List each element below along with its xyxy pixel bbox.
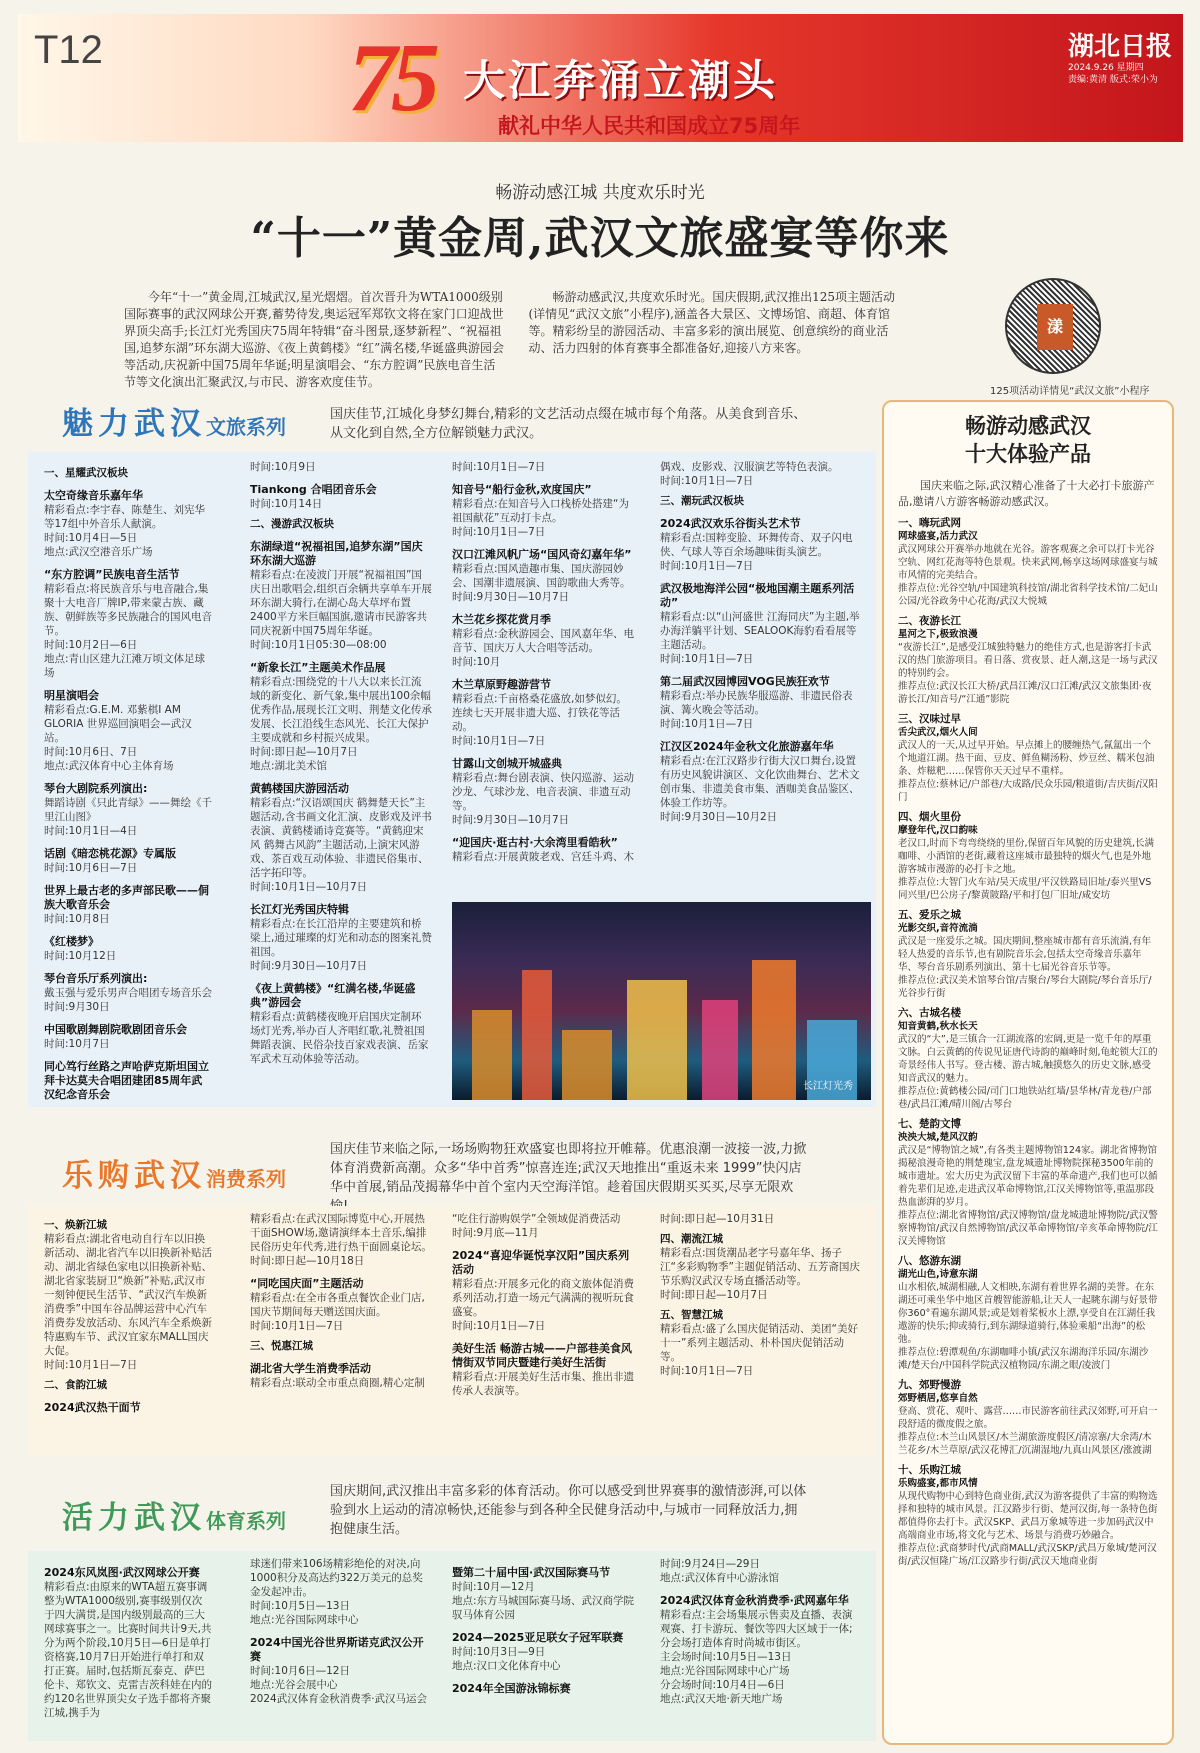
recommended-spots: 推荐点位:武汉长江大桥/武昌江滩/汉口江滩/武汉文旅集团·夜游长江/知音号/“江通”影院 [898,681,1152,705]
event-detail: 精彩看点:在江汉路步行街大汉口舞台,设置有历史风貌讲演区、文化饮曲舞台、艺术文创市集、非遗美食市集、酒咖美食品鉴区、体验工作坊等。 [660,755,860,809]
event-detail: 球迷们带来106场精彩绝伦的对决,向1000积分及高达约322万美元的总奖金发起冲击。 [250,1558,423,1598]
event-title: 东湖绿道“祝福祖国,追梦东湖”国庆环东湖大巡游 [250,540,423,567]
event-detail: 主会场时间:10月5日—13日 [660,1651,792,1663]
event-detail: 地点:光谷国际网球中心 [250,1614,359,1626]
item-subtitle: 泱泱大城,楚风汉韵 [898,1132,978,1143]
event-title: “迎国庆·逛古村·大余湾里看皓秋” [452,836,618,849]
item-subtitle: 湖光山色,诗意东湖 [898,1269,978,1280]
event-detail: 精彩看点:黄鹤楼夜晚开启国庆定制环场灯光秀,举办百人齐唱红歌,礼赞祖国舞蹈表演、民俗杂技百家戏表演、岳家军武术互动体验等活动。 [250,1011,429,1065]
lead-paragraphs [124,289,909,391]
event-detail: 精彩看点:在凌波门开展“祝福祖国”国庆日出歌唱会,组织百余辆共享单车开展环东湖大骑行,在湖心岛大草坪布置2400平方米巨幅国旗,邀请市民游客共同庆祝新中国75周年华诞。 [250,569,432,637]
event-detail: 时间:即日起—10月18日 [250,1255,365,1267]
item-subtitle: 郊野栖居,悠享自然 [898,1393,978,1404]
lead-paragraph: 畅游动感武汉,共度欢乐时光。国庆假期,武汉推出125项主题活动(详情见“武汉文旅”小程序),涵盖各大景区、文博场馆、商超、体育馆等。精彩纷呈的游园活动、丰富多彩的演出展览、创意缤纷的商业活动、活力四射的体育赛事全都准备好,迎接八方来客。 [528,290,896,355]
date: 2024.9.26 星期四 [1068,63,1144,73]
block-heading: 七、楚韵文博 [898,1118,961,1130]
event-detail: 武汉是“博物馆之城”,有各类主题博物馆124家。湖北省博物馆揭秘浪漫奇艳的荆楚瑰宝,盘龙城遗址博物院探秘3500年前的城市遗址。宏大历史为武汉留下丰富的革命遗产,我们也可以循着先辈们足迹,走进武汉革命博物馆,江汉关博物馆等,重温那段热血澎湃的岁月。 [898,1145,1158,1208]
block-heading: 一、焕新江城 [44,1219,107,1231]
event-detail: 时间:10月3日—9日 [452,1646,546,1658]
event-detail: 时间:10月6日、7日 [44,746,138,758]
event-detail: 精彩看点:在长江沿岸的主要建筑和桥梁上,通过璀璨的灯光和动态的图案礼赞祖国。 [250,918,432,958]
event-detail: 戴玉强与爱乐男声合唱团专场音乐会 [44,987,212,999]
section-subtitle: 消费系列 [206,1167,286,1191]
event-detail: 时间:10月14日 [250,498,323,510]
event-title: 2024—2025亚足联女子冠军联赛 [452,1631,624,1644]
block-heading: 三、悦惠江城 [250,1340,313,1352]
event-title: “东方腔调”民族电音生活节 [44,568,180,581]
sidebar-title-line: 十大体验产品 [965,441,1091,466]
recommended-spots: 推荐点位:光谷空轨/中国建筑科技馆/湖北省科学技术馆/二妃山公园/光谷政务中心花海/武汉大悦城 [898,583,1158,607]
column [44,460,212,1102]
recommended-spots: 推荐点位:湖北省博物馆/武汉博物馆/盘龙城遗址博物院/武汉警察博物馆/武汉自然博物馆/武汉革命博物馆/辛亥革命博物院/江汉关博物馆 [898,1210,1158,1247]
event-detail: 老汉口,时而下弯弯绕绕的里份,保留百年风貌的历史建筑,长满咖啡、小酒馆的老街,藏着这座城市最独特的烟火气,也是外地游客城市漫游的必打卡之地。 [898,838,1155,875]
event-title: 2024武汉体育金秋消费季·武网嘉年华 [660,1594,849,1607]
event-detail: 时间:即日起—10月7日 [250,746,358,758]
lead-paragraph: 今年“十一”黄金周,江城武汉,星光熠熠。首次晋升为WTA1000级别国际赛事的武汉网球公开赛,蓄势待发,奥运冠军郑钦文将在家门口迎战世界顶尖高手;长江灯光秀国庆75周年特辑“奋斗图景,逐梦新程”、“祝福祖国,追梦东湖”环东湖大巡游、《夜上黄鹤楼》“红”满名楼,华诞盛典游园会等活动,庆祝新中国75周年华诞;明星演唱会、“东方腔调”民族电音生活节等文化演出汇聚武汉,与市民、游客欢度佳节。 [124,290,505,389]
event-title: 琴台大剧院系列演出: [44,782,148,795]
event-detail: 时间:10月6日—12日 [250,1665,350,1677]
event-detail: 时间:10月—12月 [452,1581,535,1593]
event-detail: 时间:10月1日—7日 [660,653,754,665]
section-subtitle: 体育系列 [206,1509,286,1533]
event-detail: 武汉是一座爱乐之城。国庆期间,整座城市都有音乐流淌,有年轻人热爱的音乐节,也有剧院音乐会,包括太空奇缘音乐嘉年华、琴台音乐剧系列演出、第十七届光谷音乐节等。 [898,936,1152,973]
event-title: 2024“喜迎华诞悦享汉阳”国庆系列活动 [452,1249,630,1276]
event-title: 甘露山文创城开城盛典 [452,757,562,770]
event-title: 明星演唱会 [44,689,99,702]
event-title: Tiankong 合唱团音乐会 [250,483,377,496]
light-show-photo [452,902,871,1100]
event-title: 中国歌剧舞剧院歌剧团音乐会 [44,1023,187,1036]
block-heading: 六、古城名楼 [898,1007,961,1019]
item-subtitle: 星河之下,极致浪漫 [898,629,978,640]
sidebar-title [884,412,1172,468]
sidebar-title-line: 畅游动感武汉 [965,413,1091,438]
event-detail: 时间:10月1日—7日 [660,718,754,730]
event-detail: 精彩看点:李宇春、陈楚生、刘宪华等17组中外音乐人献演。 [44,504,206,530]
item-subtitle: 舌尖武汉,烟火人间 [898,727,978,738]
event-detail: 地点:东方马城国际赛马场、武汉商学院驭马体育公园 [452,1595,635,1621]
event-detail: 精彩看点:将民族音乐与电音融合,集聚十大电音厂牌IP,带来蒙古族、藏族、朝鲜族等多民族融合的国风电音节。 [44,583,212,637]
event-detail: 精彩看点:G.E.M. 邓紫棋I AM GLORIA 世界巡回演唱会—武汉站。 [44,704,192,744]
event-detail: 精彩看点:国粹变脸、环舞传奇、双子闪电侠、气球人等百余场趣味街头演艺。 [660,532,853,558]
event-detail: 精彩看点:在武汉国际博览中心,开展热干面SHOW场,邀请演绎本土音乐,编排民俗历史年代秀,进行热干面圆桌论坛。 [250,1213,432,1253]
event-detail: 时间:10月1日—4日 [44,825,138,837]
event-detail: 时间:9月30日 [44,1001,110,1013]
event-detail: 地点:武汉体育中心主体育场 [44,760,174,772]
event-detail: 时间:10月1日—7日 [44,1359,138,1371]
newspaper-name: 湖北日报 [1068,32,1173,62]
event-detail: 武汉的“大”,是三镇合一江湖流落的宏阔,更是一览千年的厚重文脉。白云黄鹤的传说见证唐代诗韵的巅峰时刻,龟蛇锁大江的奇景经伟人书写。登古楼、游古城,触摸悠久的历史文脉,感受知音武汉的魅力。 [898,1034,1158,1084]
photo-building [522,970,552,1100]
event-detail: 时间:10月12日 [44,950,117,962]
photo-building [472,1010,512,1100]
event-detail: 精彩看点:“汉语颂国庆 鹤舞楚天长”主题活动,含书画文化汇演、皮影戏及评书表演、黄鹤楼诵诗竞赛等。“黄鹤迎宋风 鹤舞古风韵”主题活动,上演宋风游戏、茶百戏互动体验、非遗民俗集市、活字拓印等。 [250,797,432,879]
qr-code[interactable] [1005,278,1101,374]
headline-kicker: 畅游动感江城 共度欢乐时光 [495,183,705,203]
event-detail: 时间:9月30日—10月7日 [452,591,570,603]
event-title: 武汉极地海洋公园“极地国潮主题系列活动” [660,582,855,609]
section-title-text: 魅力武汉 [62,406,206,442]
event-detail: “吃住行游购娱学”全领域促消费活动 [452,1213,621,1225]
qr-caption: 125项活动详情见“武汉文旅”小程序 [990,386,1150,397]
item-subtitle: 网球盛宴,活力武汉 [898,531,978,542]
event-detail: 精彩看点:由原来的WTA超五赛事调整为WTA1000级别,赛事级别仅次于四大满贯,是国内级别最高的三大网球赛事之一。比赛时间共计9天,共分为两个阶段,10月5日—6日是单打资格赛,10月7日开始进行单打和双打正赛。届时,包括斯瓦泰克、萨巴伦卡、郑钦文、克雷吉茨科娃在内的约120名世界顶尖女子选手都将齐聚江城,携手为 [44,1581,212,1719]
event-title: “新象长江”主题美术作品展 [250,661,386,674]
event-detail: 时间:10月1日—10月7日 [250,881,368,893]
event-title: 太空奇缘音乐嘉年华 [44,489,143,502]
section-title-shopping [62,1150,286,1195]
event-detail: 精彩看点:联动全市重点商圈,精心定制 [250,1377,425,1389]
event-detail: 时间:10月1日05:30—08:00 [250,639,387,651]
event-detail: 时间:10月5日—13日 [250,1600,350,1612]
block-heading: 二、食韵江城 [44,1379,107,1391]
event-detail: 精彩看点:举办民族华服巡游、非遗民俗表演、篝火晚会等活动。 [660,690,853,716]
event-title: 湖北省大学生消费季活动 [250,1362,371,1375]
event-detail: 时间:10月4日—5日 [44,532,138,544]
column [250,460,432,1066]
block-heading: 九、郊野慢游 [898,1379,961,1391]
event-detail: 偶戏、皮影戏、汉服演艺等特色表演。 [660,461,839,473]
event-detail: 舞蹈诗剧《只此青绿》——舞绘《千里江山图》 [44,797,212,823]
event-detail: 地点:光谷会展中心 [250,1679,338,1691]
event-detail: 精彩看点:千亩格桑花盛放,如梦似幻。连续七天开展非遗大巡、打铁花等活动。 [452,693,627,733]
anniversary-75-logo: 75 [348,24,434,132]
event-detail: 精彩看点:以“山河盛世 江海同庆”为主题,举办海洋躺平计划、SEALOOK海豹看看展等主题活动。 [660,611,860,651]
event-title: 知音号“船行金秋,欢度国庆” [452,483,592,496]
block-heading: 四、潮流江城 [660,1233,723,1245]
column [250,1557,432,1706]
column [44,1212,212,1415]
block-heading: 五、智慧江城 [660,1309,723,1321]
event-title: 话剧《暗恋桃花源》专属版 [44,847,176,860]
event-detail: 精彩看点:国货潮品老字号嘉年华、扬子江“多彩购物季”主题促销活动、五芳斋国庆节乐购汉武汉专场直播活动等。 [660,1247,860,1287]
event-title: “同吃国庆面”主题活动 [250,1277,364,1290]
event-detail: 时间:10月2日—6日 [44,639,138,651]
event-title: 2024东风岚图·武汉网球公开赛 [44,1566,200,1579]
event-detail: 精彩看点:主会场集展示售卖及直播、表演观赛、打卡游玩、餐饮等四大区域于一体;分会场打造体育时尚城市街区。 [660,1609,853,1649]
event-title: 琴台音乐厅系列演出: [44,972,148,985]
event-detail: 精彩看点:开展黄陂老戏、宫廷斗鸡、木 [452,851,635,863]
event-detail: 时间:10月1日—7日 [660,560,754,572]
event-title: 《红楼梦》 [44,935,99,948]
column [660,1212,860,1378]
block-heading: 一、嗨玩武网 [898,517,961,529]
event-detail: 时间:10月1日—7日 [660,475,754,487]
column [250,1212,432,1390]
item-subtitle: 光影交织,音符流淌 [898,923,978,934]
recommended-spots: 推荐点位:大智门火车站/吴天成里/平汉铁路局旧址/泰兴里VS同兴里/巴公房子/黎黄陂路/平和打包厂旧址/咸安坊 [898,877,1152,901]
event-title: 长江灯光秀国庆特辑 [250,903,349,916]
event-detail: 精彩看点:湖北省电动自行车以旧换新活动、湖北省汽车以旧换新补贴活动、湖北省绿色家电以旧换新补贴、湖北省家装厨卫“焕新”补贴,武汉市一刻钟便民生活节、“武汉汽车焕新消费季”中国车谷品牌运营中心汽车消费券发放活动、东风汽车全系焕新特惠购车节、武汉宜家东MALL国庆大促。 [44,1233,212,1357]
item-subtitle: 乐购盛宴,都市风情 [898,1478,978,1489]
event-detail: 精彩看点:围绕党的十八大以来长江流域的新变化、新气象,集中展出100余幅优秀作品,展现长江文明、荆楚文化传承发展、长江沿线生态风光、长江大保护主要成就和乡村振兴成果。 [250,676,432,744]
event-title: 第二届武汉园博园VOG民族狂欢节 [660,675,830,688]
event-detail: 地点:武汉空港音乐广场 [44,546,153,558]
block-heading: 四、烟火里份 [898,811,961,823]
event-detail: 精彩看点:在全市各重点餐饮企业门店,国庆节期间每天赠送国庆面。 [250,1292,425,1318]
event-detail: 时间:10月1日—7日 [660,1365,754,1377]
event-detail: 时间:9月30日—10月2日 [660,811,778,823]
event-title: 江汉区2024年金秋文化旅游嘉年华 [660,740,834,753]
event-detail: 时间:9月底—11月 [452,1227,539,1239]
event-detail: 时间:10月7日 [44,1038,110,1050]
event-detail: 时间:10月 [452,656,501,668]
event-detail: 时间:9月30日—10月7日 [452,814,570,826]
column [660,460,860,824]
block-heading: 八、悠游东湖 [898,1255,961,1267]
column [452,1212,637,1398]
event-detail: 时间:10月9日 [250,461,316,473]
event-detail: 时间:10月1日—7日 [452,526,546,538]
photo-building [752,960,796,1100]
event-detail: 武汉人的一天,从过早开始。早点摊上的腰缠热气,氤氲出一个个地道江湖。热干面、豆皮、鲜鱼糊汤粉、炒豆丝、糯米包油条、炸糍粑……保管你天天过早不重样。 [898,740,1155,777]
block-heading: 三、汉味过早 [898,713,961,725]
event-title: 黄鹤楼国庆游园活动 [250,782,349,795]
block-heading: 二、夜游长江 [898,615,961,627]
recommended-spots: 推荐点位:武汉美术馆琴台馆/吉聚台/琴台大剧院/琴台音乐厅/光谷步行街 [898,975,1152,999]
block-heading: 三、潮玩武汉板块 [660,495,744,507]
event-title: 世界上最古老的多声部民歌——侗族大歌音乐会 [44,884,209,911]
event-detail: 精彩看点:舞台剧表演、快闪巡游、运动沙龙、气球沙龙、电音表演、非遗互动等。 [452,772,635,812]
block-heading: 二、漫游武汉板块 [250,518,334,530]
photo-caption: 长江灯光秀 [803,1081,853,1092]
event-detail: 精彩看点:盛了么国庆促销活动、美团“美好十一”系列主题活动、朴朴国庆促销活动等。 [660,1323,858,1363]
event-title: 木兰花乡探花赏月季 [452,613,551,626]
event-title: 2024武汉欢乐谷街头艺术节 [660,517,801,530]
event-detail: “夜游长江”,是感受江城独特魅力的绝佳方式,也是游客打卡武汉的热门旅游项目。看日落、赏夜景、赶人潮,这是一场与武汉的特别约会。 [898,642,1158,679]
qr-logo-icon: 漾 [1037,304,1073,350]
photo-building [627,980,687,1100]
event-detail: 时间:10月8日 [44,913,110,925]
event-detail: 时间:10月1日—7日 [452,1320,546,1332]
photo-building [562,1030,612,1100]
event-detail: 从现代购物中心到特色商业街,武汉为游客提供了丰富的购物选择和独特的城市风景。江汉路步行街、楚河汉街,每一条特色街都值得你去打卡。武汉SKP、武昌万象城等进一步加码武汉中高端商业市场,将文化与艺术、场景与消费巧妙融合。 [898,1491,1158,1541]
column [452,460,637,864]
event-detail: 地点:武汉天地·新天地广场 [660,1693,783,1705]
column [44,1557,212,1720]
event-detail: 武汉网球公开赛举办地就在光谷。游客观赛之余可以打卡光谷空轨、网红花海等特色景观。快来武网,畅享这场网球盛宴与城市风情的完美结合。 [898,544,1158,581]
section-title-charm [62,398,286,443]
recommended-spots: 推荐点位:木兰山风景区/木兰湖旅游度假区/清凉寨/大余湾/木兰花乡/木兰草原/武汉花博汇/沉湖湿地/九真山风景区/涨渡湖 [898,1432,1152,1456]
sidebar-items [898,517,1158,1568]
event-title: 2024年全国游泳锦标赛 [452,1682,571,1695]
column [660,1557,860,1706]
event-detail: 2024武汉体育金秋消费季·武汉马运会 [250,1693,428,1705]
event-detail: 精彩看点:国风造趣市集、国庆游园妙会、国潮非遗展演、国韵歌曲大秀等。 [452,563,631,589]
event-title: 暨第二十届中国·武汉国际赛马节 [452,1566,611,1579]
event-detail: 时间:即日起—10月31日 [660,1213,775,1225]
event-detail: 精彩看点:开展多元化的商文旅体促消费系列活动,打造一场元气满满的视听玩食盛宴。 [452,1278,635,1318]
section-intro: 国庆佳节,江城化身梦幻舞台,精彩的文艺活动点缀在城市每个角落。从美食到音乐、从文化到自然,全方位解锁魅力武汉。 [330,407,807,441]
section-intro: 国庆佳节来临之际,一场场购物狂欢盛宴也即将拉开帷幕。优惠浪潮一波接一波,力掀体育消费新高潮。众多“华中首秀”惊喜连连;武汉天地推出“重返未来 1999”快闪店华中首展,销品茂揭幕华中首个室内天空海洋馆。趁着国庆假期买买买,尽享无限欢 [330,1142,807,1195]
event-detail: 精彩看点:金秋游园会、国风嘉年华、电音节、国庆万人大合唱等活动。 [452,628,635,654]
item-subtitle: 知音黄鹤,秋水长天 [898,1021,978,1032]
banner-subtitle: 献礼中华人民共和国成立75周年 [498,114,801,138]
event-detail: 时间:10月1日—7日 [452,461,546,473]
dateline [1068,62,1158,86]
event-title: 《夜上黄鹤楼》“红满名楼,华诞盛典”游园会 [250,982,416,1009]
event-detail: 登高、赏花、观叶、露营……市民游客前往武汉郊野,可开启一段舒适的微度假之旅。 [898,1406,1158,1430]
event-detail: 精彩看点:在知音号入口栈桥处搭建“为祖国献花”互动打卡点。 [452,498,629,524]
banner-title: 大江奔涌立潮头 [463,56,779,105]
event-detail: 精彩看点:开展美好生活市集、推出非遗传承人表演等。 [452,1371,635,1397]
recommended-spots: 推荐点位:武商梦时代/武商MALL/武汉SKP/武昌万象城/楚河汉街/武汉恒隆广场/江汉路步行街/武汉天地商业街 [898,1543,1157,1567]
event-detail: 地点:青山区建九江滩万顷文体足球场 [44,653,206,679]
sidebar-intro: 国庆来临之际,武汉精心准备了十大必打卡旅游产品,邀请八方游客畅游动感武汉。 [898,479,1155,508]
sidebar-ten-experiences [882,400,1174,1745]
event-title: 木兰草原野趣游营节 [452,678,551,691]
event-detail: 地点:武汉体育中心游泳馆 [660,1572,780,1584]
masthead-banner [18,14,1183,142]
section-title-text: 乐购武汉 [62,1158,206,1194]
section-subtitle: 文旅系列 [206,415,286,439]
block-heading: 十、乐购江城 [898,1464,961,1476]
event-title: 同心笃行丝路之声哈萨克斯坦国立拜卡达莫夫合唱团建团85周年武汉纪念音乐会 [44,1060,209,1101]
event-detail: 地点:汉口文化体育中心 [452,1660,561,1672]
event-detail: 地点:湖北美术馆 [250,760,328,772]
block-heading: 一、星耀武汉板块 [44,467,128,479]
event-title: 汉口江滩风帆广场“国风奇幻嘉年华” [452,548,632,561]
section-intro: 国庆期间,武汉推出丰富多彩的体育活动。你可以感受到世界赛事的激情澎湃,可以体验到水上运动的清凉畅快,还能参与到各种全民健身活动中,与城市一同释放活力,拥抱健康生活。 [330,1484,807,1537]
event-detail: 时间:9月24日—29日 [660,1558,760,1570]
event-title: 2024武汉热干面节 [44,1401,141,1414]
section-title-text: 活力武汉 [62,1500,206,1536]
editors: 责编:黄清 版式:荣小为 [1068,75,1158,85]
block-heading: 五、爱乐之城 [898,909,961,921]
column [452,1557,637,1696]
event-title: 2024中国光谷世界斯诺克武汉公开赛 [250,1636,424,1663]
event-detail: 时间:10月1日—7日 [452,735,546,747]
event-detail: 时间:10月6日—7日 [44,862,138,874]
event-detail: 山水相依,城湖相融,人文相映,东湖有着世界名湖的美誉。在东湖还可乘坐华中地区首艘智能游船,让天人一起眺东湖与好景带你360°看遍东湖风景;或是划着桨板水上漂,享受自在江湖任我遨游的快乐;抑或骑行,到东湖绿道骑行,体验乘船“出海”的松弛。 [898,1282,1158,1345]
recommended-spots: 推荐点位:碧潭观鱼/东湖咖啡小镇/武汉东湖海洋乐园/东湖沙滩/楚天台/中国科学院武汉植物园/东湖之眼/凌波门 [898,1347,1149,1371]
event-detail: 时间:9月30日—10月7日 [250,960,368,972]
event-detail: 时间:10月1日—7日 [250,1320,344,1332]
page-number: T12 [34,28,103,72]
headline: “十一”黄金周,武汉文旅盛宴等你来 [250,213,950,264]
event-detail: 分会场时间:10月4日—6日 [660,1679,785,1691]
item-subtitle: 摩登年代,汉口韵味 [898,825,978,836]
recommended-spots: 推荐点位:黄鹤楼公园/司门口地铁站红墙/昙华林/青龙巷/户部巷/武昌江滩/晴川阁/古琴台 [898,1086,1152,1110]
recommended-spots: 推荐点位:蔡林记/户部巷/大成路/民众乐园/粮道街/吉庆街/汉阳门 [898,779,1158,803]
event-detail: 时间:即日起—10月7日 [660,1289,768,1301]
photo-building [702,1000,738,1100]
event-detail: 地点:光谷国际网球中心广场 [660,1665,790,1677]
section-title-sports [62,1492,286,1537]
event-title: 美好生活 畅游古城——户部巷美食风情街双节同庆暨建行美好生活街 [452,1342,632,1369]
